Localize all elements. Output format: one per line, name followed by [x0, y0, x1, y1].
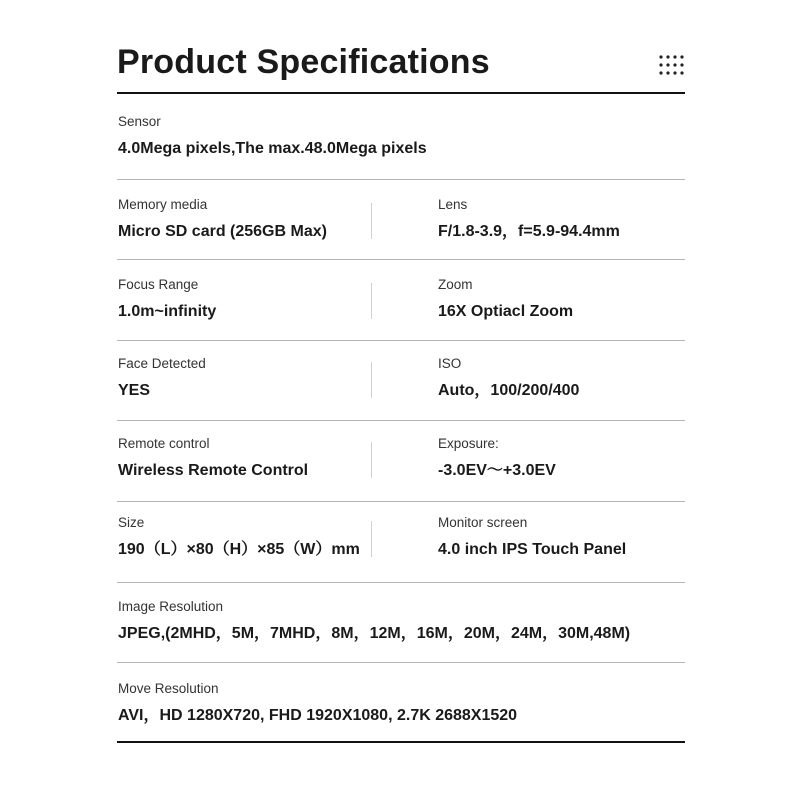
row-divider — [117, 259, 685, 260]
row-divider — [117, 420, 685, 421]
monitor-value: 4.0 inch IPS Touch Panel — [438, 541, 627, 558]
column-divider — [371, 521, 372, 557]
monitor-label: Monitor screen — [438, 515, 528, 530]
lens-value: F/1.8-3.9，f=5.9-94.4mm — [438, 223, 620, 240]
zoom-label: Zoom — [438, 277, 473, 292]
row-divider — [117, 582, 685, 583]
move-resolution-value: AVI，HD 1280X720, FHD 1920X1080, 2.7K 2688X1520 — [118, 707, 518, 724]
iso-label: ISO — [438, 356, 462, 371]
column-divider — [371, 362, 372, 398]
focus-label: Focus Range — [118, 277, 199, 292]
exposure-label: Exposure: — [438, 436, 499, 451]
row-divider — [117, 179, 685, 180]
column-divider — [371, 203, 372, 239]
exposure-value: -3.0EV～+3.0EV — [438, 462, 556, 479]
memory-label: Memory media — [118, 197, 208, 212]
size-label: Size — [118, 515, 145, 530]
face-value: YES — [118, 382, 151, 399]
zoom-value: 16X Optiacl Zoom — [438, 303, 574, 320]
iso-value: Auto，100/200/400 — [438, 382, 580, 399]
focus-value: 1.0m~infinity — [118, 303, 217, 320]
size-value: 190（L）×80（H）×85（W）mm — [118, 541, 360, 558]
column-divider — [371, 283, 372, 319]
page-title: Product Specifications — [117, 43, 490, 81]
header-divider — [117, 92, 685, 94]
image-resolution-value: JPEG,(2MHD，5M，7MHD，8M，12M，16M，20M，24M，30M,48M) — [118, 625, 631, 642]
row-divider — [117, 662, 685, 663]
memory-value: Micro SD card (256GB Max) — [118, 223, 327, 240]
image-resolution-label: Image Resolution — [118, 599, 224, 614]
face-label: Face Detected — [118, 356, 206, 371]
sensor-label: Sensor — [118, 114, 161, 129]
sensor-value: 4.0Mega pixels,The max.48.0Mega pixels — [118, 140, 427, 157]
move-resolution-label: Move Resolution — [118, 681, 219, 696]
row-divider — [117, 501, 685, 502]
lens-label: Lens — [438, 197, 468, 212]
remote-value: Wireless Remote Control — [118, 462, 309, 479]
remote-label: Remote control — [118, 436, 210, 451]
column-divider — [371, 442, 372, 478]
grid-dots-icon[interactable] — [658, 54, 686, 76]
row-divider — [117, 340, 685, 341]
footer-divider — [117, 741, 685, 743]
